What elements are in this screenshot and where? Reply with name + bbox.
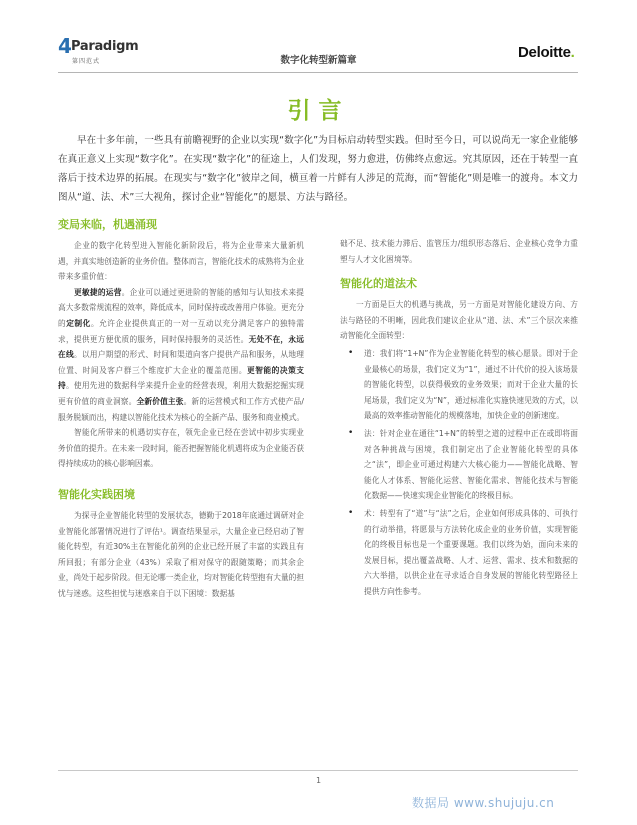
bullet-list	[340, 346, 578, 600]
opportunity-paragraph-3: 智能化所带来的机遇切实存在，领先企业已经在尝试中初步实现业务价值的提升。在未来一段时间，能否把握智能化机遇将成为企业能否获得持续成功的核心影响因素。	[58, 428, 305, 469]
opportunity-paragraph-2	[58, 285, 304, 425]
bold-term: 无处不在，永远在线	[58, 334, 304, 360]
list-item	[340, 426, 578, 504]
opportunity-paragraph-1: 企业的数字化转型进入智能化新阶段后，将为企业带来大量新机遇，并真实地创造新的业务价值。整体而言，智能化技术的成熟将为企业带来多重价值：	[58, 241, 305, 282]
spacer	[58, 472, 304, 486]
list-item-text: 道：我们将“1+N”作为企业智能化转型的核心愿景。即对于企业最核心的场景，我们定义为“1”，通过不计代价的投入该场景的智能化转型，以获得极致的业务效果；而对于企业大量的长尾场景，我们定义为“N”，通过标准化实施快速见效的方式，以最高的效率推动智能化的规模落地，加快企业的创新速度。	[364, 348, 578, 421]
spacer	[340, 267, 578, 275]
page-number: 1	[315, 776, 322, 785]
right-column	[340, 236, 578, 601]
text-run: 。企业可以通过更进阶的智能的感知与认知技术来提高大多数常规流程的效率，降低成本，同时保持或改善用户体验。更充分的	[58, 287, 305, 328]
list-item	[340, 506, 578, 600]
bullet-icon: •	[348, 507, 354, 518]
footer-divider	[58, 770, 578, 771]
logo-name: Paradigm	[71, 39, 139, 54]
bullet-icon: •	[348, 427, 354, 438]
text-run: 。使用先进的数据科学来提升企业的经营表现，利用大数据挖掘实现更有价值的商业洞察。	[58, 381, 304, 406]
text-run: 。允许企业提供真正的一对一互动以充分满足客户的独特需求，提供更方便优质的服务，同时保持服务的灵活性。	[58, 318, 304, 344]
dilemma-paragraph: 为探寻企业智能化转型的发展状态，德勤于2018年底通过调研对企业智能化部署情况进行了评估¹。调查结果显示，大量企业已经启动了智能化转型，有近30%主在智能化前列的企业已经开展了丰富的实践且有所回报；有部分企业（43%）采取了相对保守的跟随策略；而其余企业，尚处于起步阶段。但无论哪一类企业，均对智能化转型抱有大量的担忧与迷惑。这些担忧与迷惑来自于以下困境：数据基	[58, 510, 305, 598]
list-item	[340, 346, 578, 424]
bold-term: 全新价值主张	[136, 396, 184, 406]
bullet-icon: •	[348, 347, 354, 358]
text-run: 。以用户期望的形式、时间和渠道向客户提供产品和服务，从地理位置、时间及客户群三个维度扩大企业的覆盖范围。	[58, 350, 304, 375]
header-title: 数字化转型新篇章	[280, 55, 357, 66]
left-column	[58, 216, 304, 601]
intro-paragraph: 早在十多年前，一些具有前瞻视野的企业以实现“数字化”为目标启动转型实践。但时至今日，可以说尚无一家企业能够在真正意义上实现“数字化”。在实现“数字化”的征途上，人们发现，努力愈进，仿佛终点愈远。究其原因，还在于转型一直落后于技术边界的拓展。在现实与“数字化”彼岸之间，横亘着一片鲜有人涉足的荒海，而“智能化”则是唯一的渡舟。本文力图从“道、法、术”三大视角，探讨企业“智能化”的愿景、方法与路径。	[58, 135, 578, 203]
dao-fa-shu-paragraph: 一方面是巨大的机遇与挑战，另一方面是对智能化建设方向、方法与路径的不明晰，因此我们建议企业从“道、法、术”三个层次来推动智能化全面转型：	[340, 300, 578, 341]
list-item-text: 术：转型有了“道”与“法”之后，企业如何形成具体的、可执行的行动举措，将愿景与方法转化成企业的业务价值，实现智能化的终极目标也是一个重要课题。我们以终为始，面向未来的发展目标，提出覆盖战略、人才、运营、需求、技术和数据的六大举措，以供企业在寻求适合自身发展的智能化转型路径上提供方向性参考。	[364, 508, 578, 596]
deloitte-logo	[518, 44, 574, 61]
deloitte-wordmark: Deloitte	[518, 44, 571, 61]
section-title-dilemma: 智能化实践困境	[58, 487, 135, 501]
bold-term: 更智能的决策支持	[58, 365, 304, 391]
header-divider	[58, 72, 578, 73]
text-run: 。新的运营模式和工作方式使产品/服务脱颖而出，构建以智能化技术为核心的全新产品、服务和商业模式。	[58, 396, 305, 422]
deloitte-dot: .	[570, 44, 575, 61]
page-header	[0, 0, 637, 70]
bold-term: 更敏捷的运营	[74, 287, 122, 297]
logo-subtitle: 第四范式	[72, 58, 101, 65]
section-title-dao-fa-shu: 智能化的道法术	[340, 277, 417, 291]
page-title: 引言	[287, 98, 350, 124]
bold-term: 定制化	[66, 318, 91, 328]
list-item-text: 法：针对企业在通往“1+N”的转型之道的过程中正在或即将面对各种挑战与困境，我们制定出了企业智能化转型的具体之“法”，即企业可通过构建六大核心能力——智能化战略、智能化人才体系、智能化运营、智能化需求、智能化技术与智能化数据——快速实现企业智能化的终极目标。	[364, 428, 578, 501]
logo-mark: 4	[58, 34, 72, 58]
watermark: 数据局 www.shujuju.cn	[412, 796, 555, 810]
section-title-opportunity: 变局来临，机遇涌现	[58, 218, 157, 231]
continued-paragraph: 础不足、技术能力滞后、监管压力/组织形态落后、企业核心竞争力重塑与人才文化困境等。	[340, 239, 578, 264]
